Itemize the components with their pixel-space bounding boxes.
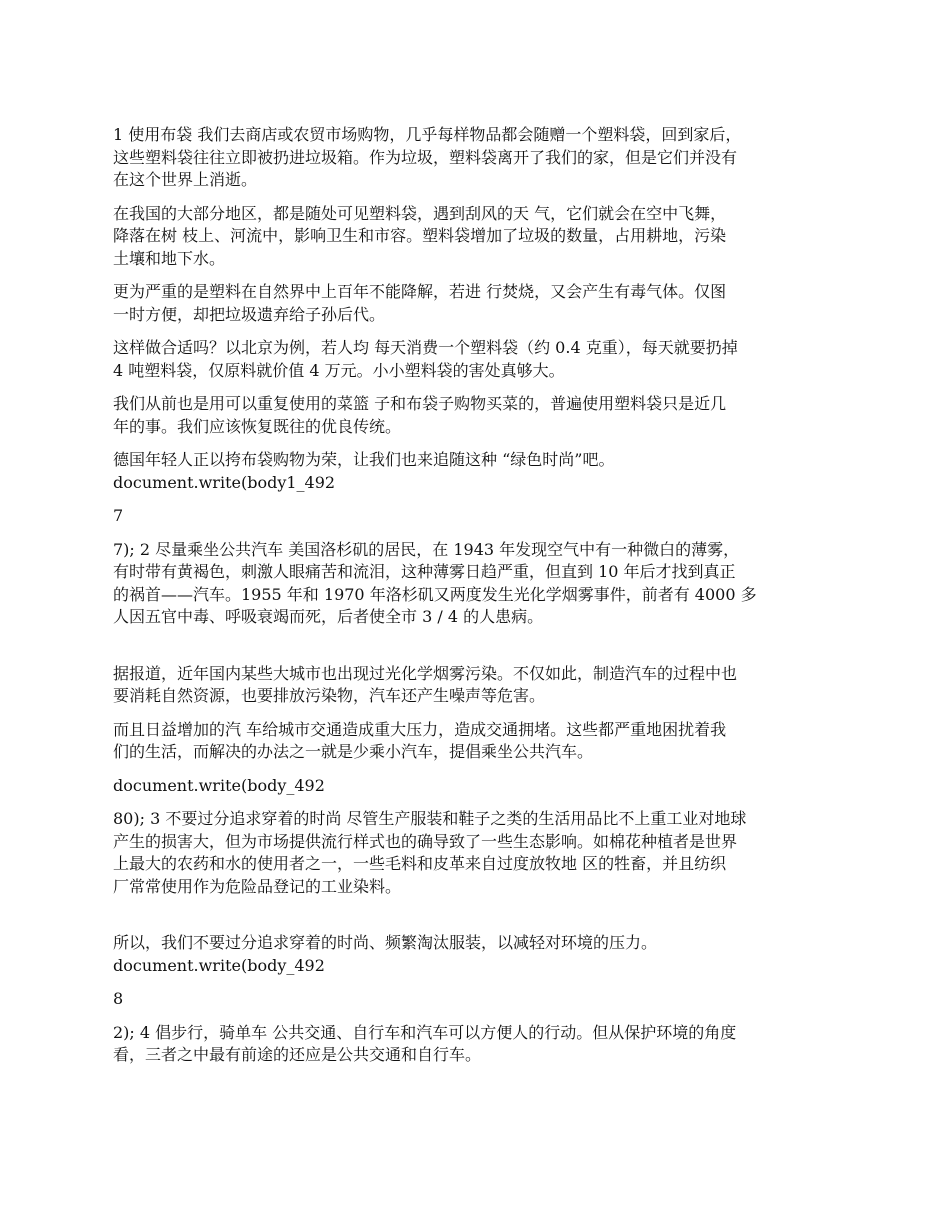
paragraph-10: 而且日益增加的汽 车给城市交通造成重大压力，造成交通拥堵。这些都严重地困扰着我 们的生活，而解决的办法之一就是少乘小汽车，提倡乘坐公共汽车。 (113, 719, 727, 761)
paragraph-15-walking-cycling: 2); 4 倡步行，骑单车 公共交通、自行车和汽车可以方便人的行动。但从保护环境的角度 看，三者之中最有前途的还应是公共交通和自行车。 (113, 1022, 737, 1064)
paragraph-14: 8 (113, 989, 124, 1008)
paragraph-12-fashion: 80); 3 不要过分追求穿着的时尚 尽管生产服装和鞋子之类的生活用品比不上重工业对地球 产生的损害大，但为市场提供流行样式也的确导致了一些生态影响。如棉花种植者是世界 上最大的农药和水的使用者之一，一些毛料和皮革来自过度放牧地 区的牲畜，并且纺织 厂常常使用作为危险品登记的工业染料。 (113, 809, 747, 896)
paragraph-13: 所以，我们不要过分追求穿着的时尚、频繁淘汰服装，以减轻对环境的压力。 document.write(body_492 (113, 933, 658, 975)
paragraph-8-public-bus: 7); 2 尽量乘坐公共汽车 美国洛杉矶的居民，在 1943 年发现空气中有一种微白的薄雾， 有时带有黄褐色，刺激人眼痛苦和流泪，这种薄雾日趋严重，但直到 10 年后才找到真正 的祸首——汽车。1955 年和 1970 年洛杉矶又两度发生光化学烟雾事件，前者有 4000 多 人因五官中毒、呼吸衰竭而死，后者使全市 3 / 4 的人患病。 (113, 539, 757, 626)
paragraph-3: 更为严重的是塑料在自然界中上百年不能降解，若进 行焚烧，又会产生有毒气体。仅图 一时方便，却把垃圾遗弃给子孙后代。 (113, 282, 727, 324)
paragraph-6: 德国年轻人正以挎布袋购物为荣，让我们也来追随这种 “绿色时尚”吧。 document.write(body1_492 (113, 450, 615, 492)
paragraph-7: 7 (113, 506, 124, 525)
document-body (113, 124, 843, 1078)
paragraph-5: 我们从前也是用可以重复使用的菜篮 子和布袋子购物买菜的，普遍使用塑料袋只是近几 年的事。我们应该恢复既往的优良传统。 (113, 394, 727, 436)
paragraph-1-cloth-bag: 1 使用布袋 我们去商店或农贸市场购物，几乎每样物品都会随赠一个塑料袋，回到家后， 这些塑料袋往往立即被扔进垃圾箱。作为垃圾，塑料袋离开了我们的家，但是它们并没有 在这个世界上消逝。 (113, 125, 742, 189)
paragraph-2: 在我国的大部分地区，都是随处可见塑料袋，遇到刮风的天 气，它们就会在空中飞舞， 降落在树 枝上、河流中，影响卫生和市容。塑料袋增加了垃圾的数量，占用耕地，污染 土壤和地下水。 (113, 203, 727, 268)
paragraph-4: 这样做合适吗？以北京为例，若人均 每天消费一个塑料袋（约 0.4 克重），每天就要扔掉 4 吨塑料袋，仅原料就价值 4 万元。小小塑料袋的害处真够大。 (113, 338, 738, 380)
paragraph-11: document.write(body_492 (113, 775, 325, 795)
paragraph-9: 据报道，近年国内某些大城市也出现过光化学烟雾污染。不仅如此，制造汽车的过程中也 要消耗自然资源，也要排放污染物，汽车还产生噪声等危害。 (113, 663, 738, 705)
